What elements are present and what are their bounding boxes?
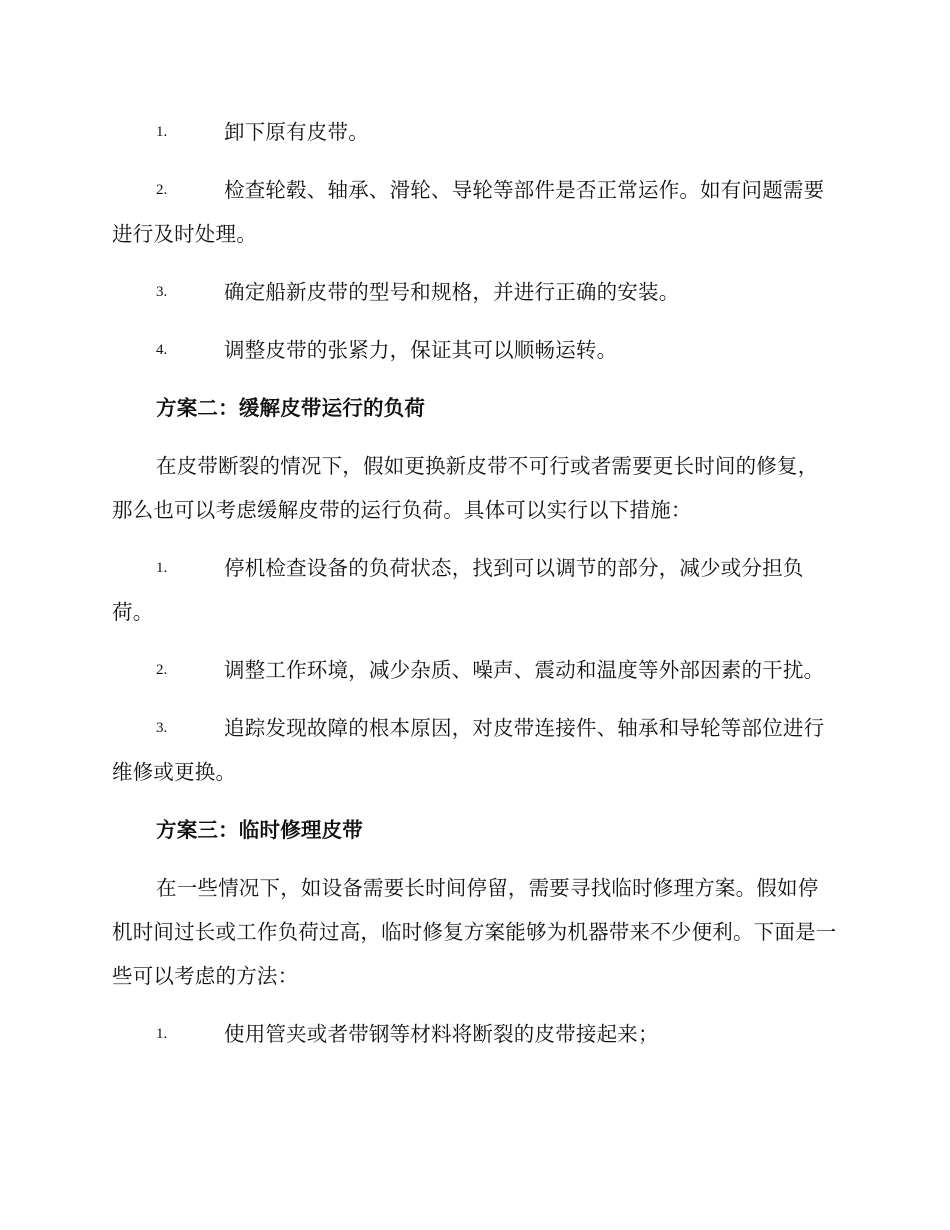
- list-item-text: 调整皮带的张紧力，保证其可以顺畅运转。: [224, 338, 618, 362]
- list-item: [112, 168, 837, 256]
- list-item-number: 4.: [156, 342, 168, 358]
- section-heading: 方案二：缓解皮带运行的负荷: [156, 396, 426, 420]
- list-item-text: 调整工作环境，减少杂质、噪声、震动和温度等外部因素的干扰。: [224, 658, 825, 682]
- list-item-text: 使用管夹或者带钢等材料将断裂的皮带接起来；: [224, 1022, 659, 1046]
- list-item-number: 2.: [156, 182, 168, 198]
- list-item-number: 1.: [156, 560, 168, 576]
- list-item: [112, 546, 837, 634]
- list-item: [112, 270, 837, 314]
- list-item: [112, 706, 837, 794]
- list-item-text: 追踪发现故障的根本原因，对皮带连接件、轴承和导轮等部位进行维修或更换。: [112, 716, 825, 784]
- list-item-text: 停机检查设备的负荷状态，找到可以调节的部分，减少或分担负荷。: [112, 556, 804, 624]
- document-body: [112, 110, 837, 1070]
- list-item-text: 卸下原有皮带。: [224, 120, 369, 144]
- list-item: [112, 648, 837, 692]
- list-item-number: 1.: [156, 1026, 168, 1042]
- section-intro: 在一些情况下，如设备需要长时间停留，需要寻找临时修理方案。假如停机时间过长或工作负荷过高，临时修复方案能够为机器带来不少便利。下面是一些可以考虑的方法：: [112, 876, 837, 988]
- section-intro: 在皮带断裂的情况下，假如更换新皮带不可行或者需要更长时间的修复，那么也可以考虑缓解皮带的运行负荷。具体可以实行以下措施：: [112, 454, 819, 522]
- section-heading: 方案三：临时修理皮带: [156, 818, 363, 842]
- list-item-number: 3.: [156, 284, 168, 300]
- list-item-number: 1.: [156, 124, 168, 140]
- list-item-number: 3.: [156, 720, 168, 736]
- list-item: [112, 1012, 837, 1056]
- list-item: [112, 110, 837, 154]
- list-item-text: 确定船新皮带的型号和规格，并进行正确的安装。: [224, 280, 680, 304]
- list-item-number: 2.: [156, 662, 168, 678]
- list-item-text: 检查轮毂、轴承、滑轮、导轮等部件是否正常运作。如有问题需要进行及时处理。: [112, 178, 825, 246]
- list-item: [112, 328, 837, 372]
